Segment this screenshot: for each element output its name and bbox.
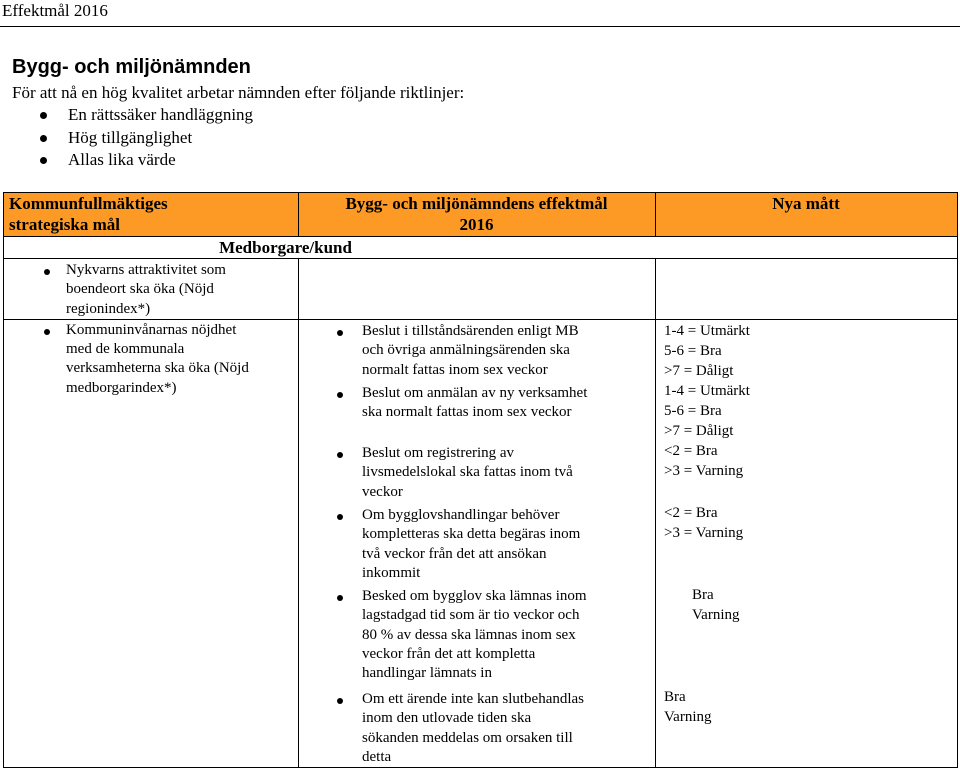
table-border-section-bottom [3,258,958,259]
col-header-strategic-goals: Kommunfullmäktiges strategiska mål [9,194,168,234]
intro-bullet: Allas lika värde [37,149,253,172]
table-border-left [3,192,4,768]
col-header-effect-goals: Bygg- och miljönämndens effektmål 2016 [345,194,608,234]
effect-goal-item: Beslut om registrering av livsmedelslokal ska fattas inom två veckor [333,444,573,502]
header-rule [0,26,960,27]
effect-goal-item: Beslut i tillståndsärenden enligt MB och övriga anmälningsärenden ska normalt fattas inom sex veckor [333,322,579,380]
effect-goal-item: Beslut om anmälan av ny verksamhet ska normalt fattas inom sex veckor [333,384,587,423]
measure-scale: 1-4 = Utmärkt 5-6 = Bra >7 = Dåligt [664,323,750,379]
page-title: Bygg- och miljönämnden [12,56,251,78]
table-border-right [957,192,958,768]
effect-goal-item: Om bygglovshandlingar behöver kompletteras ska detta begäras inom två veckor från det att ansökan inkommit [333,506,580,583]
strategic-goal-item: Kommuninvånarnas nöjdhet med de kommunala verksamheterna ska öka (Nöjd medborgarindex*) [40,321,249,398]
measure-scale: <2 = Bra >3 = Varning [664,505,744,541]
strategic-goals-list [40,261,249,398]
measure-scale: <2 = Bra >3 = Varning [664,443,744,479]
measure-scale: Bra Varning [692,587,740,623]
strategic-goal-item: Nykvarns attraktivitet som boendeort ska öka (Nöjd regionindex*) [40,261,249,319]
col-header-new-measures: Nya mått [772,194,840,213]
effect-goal-item: Om ett ärende inte kan slutbehandlas inom den utlovade tiden ska sökanden meddelas om orsaken till detta [333,690,584,767]
intro-bullet: Hög tillgänglighet [37,127,253,150]
intro-bullet: En rättssäker handläggning [37,104,253,127]
table-col-divider-1 [298,258,299,768]
effect-goal-item: Besked om bygglov ska lämnas inom lagstadgad tid som är tio veckor och 80 % av dessa ska lämnas inom sex veckor från det att kompletta handlingar lämnats in [333,587,587,683]
measure-scale: Bra Varning [664,689,712,725]
section-label: Medborgare/kund [219,238,352,257]
intro-bullet-list [37,104,253,172]
intro-text: För att nå en hög kvalitet arbetar nämnden efter följande riktlinjer: [12,83,465,102]
table-col-divider-2 [655,258,656,768]
document-header: Effektmål 2016 [2,1,108,20]
measure-scale: 1-4 = Utmärkt 5-6 = Bra >7 = Dåligt [664,383,750,439]
